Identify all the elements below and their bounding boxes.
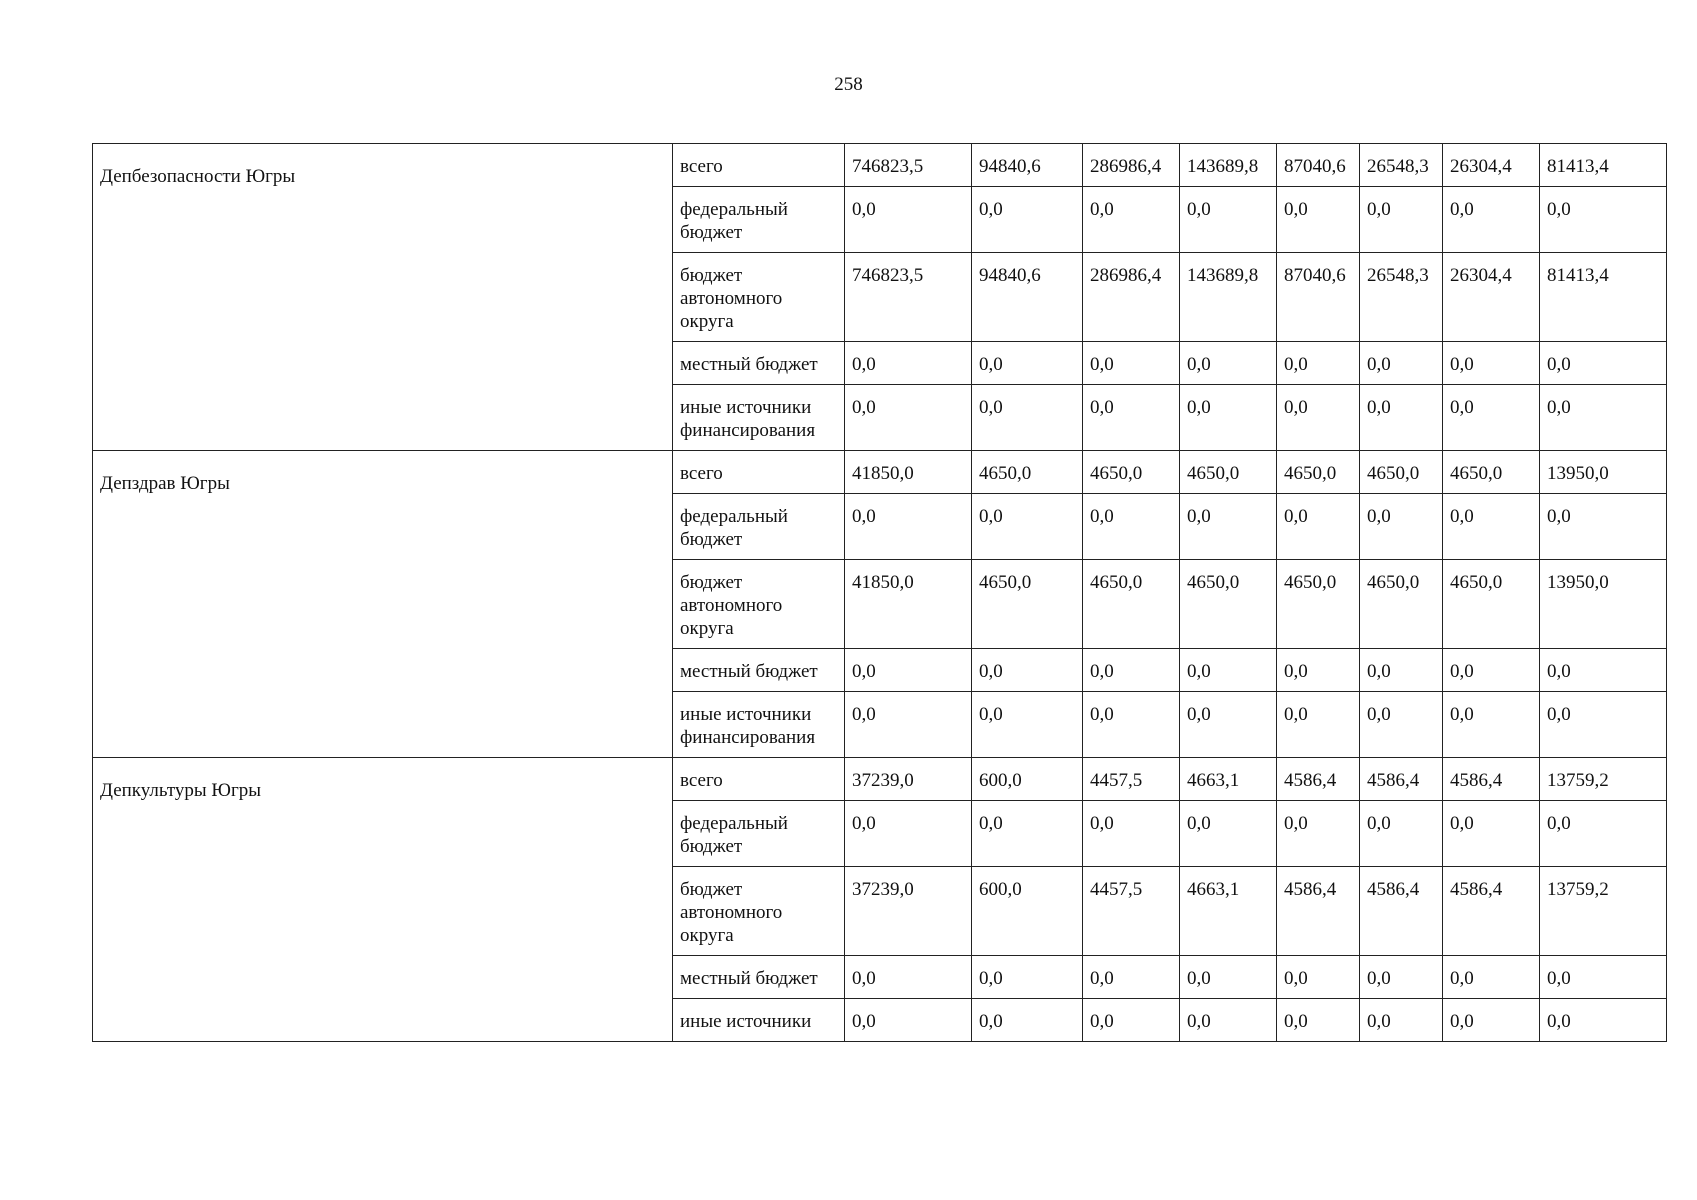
amount-cell: 0,0: [1443, 692, 1540, 758]
amount-cell: 286986,4: [1083, 253, 1180, 342]
amount-cell: 4650,0: [1360, 560, 1443, 649]
amount-cell: 4650,0: [1360, 451, 1443, 494]
amount-cell: 81413,4: [1540, 144, 1667, 187]
amount-cell: 0,0: [1443, 956, 1540, 999]
amount-cell: 0,0: [972, 692, 1083, 758]
amount-cell: 0,0: [1083, 649, 1180, 692]
amount-cell: 0,0: [845, 801, 972, 867]
amount-cell: 746823,5: [845, 144, 972, 187]
amount-cell: 4586,4: [1277, 867, 1360, 956]
amount-cell: 0,0: [1277, 649, 1360, 692]
amount-cell: 0,0: [1180, 342, 1277, 385]
amount-cell: 4650,0: [972, 451, 1083, 494]
amount-cell: 81413,4: [1540, 253, 1667, 342]
amount-cell: 0,0: [1277, 187, 1360, 253]
amount-cell: 0,0: [1360, 999, 1443, 1042]
amount-cell: 4650,0: [1277, 451, 1360, 494]
amount-cell: 4650,0: [1083, 560, 1180, 649]
amount-cell: 0,0: [1180, 649, 1277, 692]
amount-cell: 0,0: [845, 385, 972, 451]
amount-cell: 0,0: [972, 956, 1083, 999]
amount-cell: 0,0: [1540, 342, 1667, 385]
amount-cell: 0,0: [1180, 494, 1277, 560]
amount-cell: 143689,8: [1180, 253, 1277, 342]
amount-cell: 0,0: [1180, 999, 1277, 1042]
amount-cell: 4650,0: [1277, 560, 1360, 649]
amount-cell: 0,0: [1540, 187, 1667, 253]
amount-cell: 0,0: [1083, 385, 1180, 451]
funding-source-cell: всего: [673, 758, 845, 801]
amount-cell: 4650,0: [1443, 451, 1540, 494]
amount-cell: 0,0: [1083, 342, 1180, 385]
amount-cell: 4586,4: [1360, 867, 1443, 956]
amount-cell: 0,0: [1443, 187, 1540, 253]
amount-cell: 0,0: [1180, 385, 1277, 451]
amount-cell: 0,0: [845, 342, 972, 385]
amount-cell: 26548,3: [1360, 253, 1443, 342]
amount-cell: 4650,0: [972, 560, 1083, 649]
amount-cell: 26304,4: [1443, 253, 1540, 342]
funding-source-cell: иные источники: [673, 999, 845, 1042]
amount-cell: 0,0: [972, 999, 1083, 1042]
amount-cell: 0,0: [1360, 692, 1443, 758]
amount-cell: 0,0: [1277, 494, 1360, 560]
funding-source-cell: местный бюджет: [673, 342, 845, 385]
amount-cell: 0,0: [1443, 801, 1540, 867]
amount-cell: 0,0: [1540, 956, 1667, 999]
amount-cell: 0,0: [1083, 187, 1180, 253]
amount-cell: 94840,6: [972, 253, 1083, 342]
funding-source-cell: местный бюджет: [673, 956, 845, 999]
amount-cell: 4457,5: [1083, 867, 1180, 956]
amount-cell: 0,0: [1180, 692, 1277, 758]
funding-source-cell: иные источники финансирования: [673, 385, 845, 451]
amount-cell: 746823,5: [845, 253, 972, 342]
amount-cell: 41850,0: [845, 560, 972, 649]
amount-cell: 0,0: [1277, 801, 1360, 867]
funding-source-cell: бюджет автономного округа: [673, 560, 845, 649]
funding-source-cell: федеральный бюджет: [673, 187, 845, 253]
amount-cell: 4663,1: [1180, 758, 1277, 801]
amount-cell: 13950,0: [1540, 451, 1667, 494]
amount-cell: 0,0: [1277, 342, 1360, 385]
table-row: [93, 144, 1667, 187]
amount-cell: 37239,0: [845, 758, 972, 801]
funding-source-cell: местный бюджет: [673, 649, 845, 692]
amount-cell: 0,0: [845, 494, 972, 560]
amount-cell: 0,0: [1360, 494, 1443, 560]
amount-cell: 4586,4: [1360, 758, 1443, 801]
amount-cell: 0,0: [1360, 801, 1443, 867]
amount-cell: 0,0: [972, 385, 1083, 451]
amount-cell: 0,0: [972, 187, 1083, 253]
amount-cell: 26304,4: [1443, 144, 1540, 187]
organization-cell: Депздрав Югры: [93, 451, 673, 758]
amount-cell: 0,0: [1360, 956, 1443, 999]
amount-cell: 37239,0: [845, 867, 972, 956]
amount-cell: 13759,2: [1540, 758, 1667, 801]
organization-cell: Депбезопасности Югры: [93, 144, 673, 451]
amount-cell: 0,0: [1540, 649, 1667, 692]
page-number: 258: [834, 74, 863, 95]
table-row: [93, 451, 1667, 494]
amount-cell: 41850,0: [845, 451, 972, 494]
amount-cell: 4650,0: [1180, 560, 1277, 649]
amount-cell: 0,0: [1277, 999, 1360, 1042]
funding-source-cell: бюджет автономного округа: [673, 253, 845, 342]
amount-cell: 4663,1: [1180, 867, 1277, 956]
amount-cell: 0,0: [1540, 999, 1667, 1042]
amount-cell: 0,0: [1443, 999, 1540, 1042]
amount-cell: 0,0: [1360, 342, 1443, 385]
amount-cell: 4650,0: [1443, 560, 1540, 649]
amount-cell: 0,0: [1277, 692, 1360, 758]
amount-cell: 0,0: [1443, 649, 1540, 692]
amount-cell: 87040,6: [1277, 253, 1360, 342]
amount-cell: 0,0: [1360, 187, 1443, 253]
amount-cell: 0,0: [1277, 956, 1360, 999]
amount-cell: 0,0: [1360, 385, 1443, 451]
amount-cell: 4586,4: [1443, 758, 1540, 801]
organization-cell: Депкультуры Югры: [93, 758, 673, 1042]
amount-cell: 0,0: [972, 649, 1083, 692]
amount-cell: 4457,5: [1083, 758, 1180, 801]
funding-source-cell: иные источники финансирования: [673, 692, 845, 758]
funding-source-cell: бюджет автономного округа: [673, 867, 845, 956]
amount-cell: 0,0: [845, 956, 972, 999]
amount-cell: 0,0: [1083, 956, 1180, 999]
amount-cell: 600,0: [972, 867, 1083, 956]
amount-cell: 0,0: [1540, 385, 1667, 451]
amount-cell: 0,0: [1443, 342, 1540, 385]
amount-cell: 0,0: [1540, 801, 1667, 867]
amount-cell: 0,0: [845, 999, 972, 1042]
amount-cell: 0,0: [1083, 494, 1180, 560]
amount-cell: 0,0: [1180, 801, 1277, 867]
amount-cell: 0,0: [845, 692, 972, 758]
funding-source-cell: федеральный бюджет: [673, 801, 845, 867]
table-row: [93, 758, 1667, 801]
amount-cell: 0,0: [1083, 999, 1180, 1042]
amount-cell: 0,0: [1360, 649, 1443, 692]
amount-cell: 600,0: [972, 758, 1083, 801]
amount-cell: 0,0: [972, 494, 1083, 560]
amount-cell: 13759,2: [1540, 867, 1667, 956]
amount-cell: 0,0: [972, 342, 1083, 385]
amount-cell: 0,0: [1540, 692, 1667, 758]
amount-cell: 94840,6: [972, 144, 1083, 187]
amount-cell: 0,0: [1277, 385, 1360, 451]
amount-cell: 143689,8: [1180, 144, 1277, 187]
amount-cell: 0,0: [1180, 956, 1277, 999]
amount-cell: 286986,4: [1083, 144, 1180, 187]
amount-cell: 4650,0: [1180, 451, 1277, 494]
funding-table: [92, 143, 1667, 1042]
amount-cell: 0,0: [1443, 385, 1540, 451]
amount-cell: 0,0: [972, 801, 1083, 867]
amount-cell: 0,0: [1443, 494, 1540, 560]
amount-cell: 0,0: [845, 649, 972, 692]
amount-cell: 4586,4: [1277, 758, 1360, 801]
amount-cell: 4650,0: [1083, 451, 1180, 494]
amount-cell: 0,0: [1540, 494, 1667, 560]
amount-cell: 0,0: [1083, 692, 1180, 758]
amount-cell: 26548,3: [1360, 144, 1443, 187]
funding-source-cell: всего: [673, 144, 845, 187]
amount-cell: 13950,0: [1540, 560, 1667, 649]
amount-cell: 0,0: [1083, 801, 1180, 867]
amount-cell: 87040,6: [1277, 144, 1360, 187]
amount-cell: 0,0: [845, 187, 972, 253]
funding-source-cell: всего: [673, 451, 845, 494]
funding-source-cell: федеральный бюджет: [673, 494, 845, 560]
amount-cell: 0,0: [1180, 187, 1277, 253]
amount-cell: 4586,4: [1443, 867, 1540, 956]
